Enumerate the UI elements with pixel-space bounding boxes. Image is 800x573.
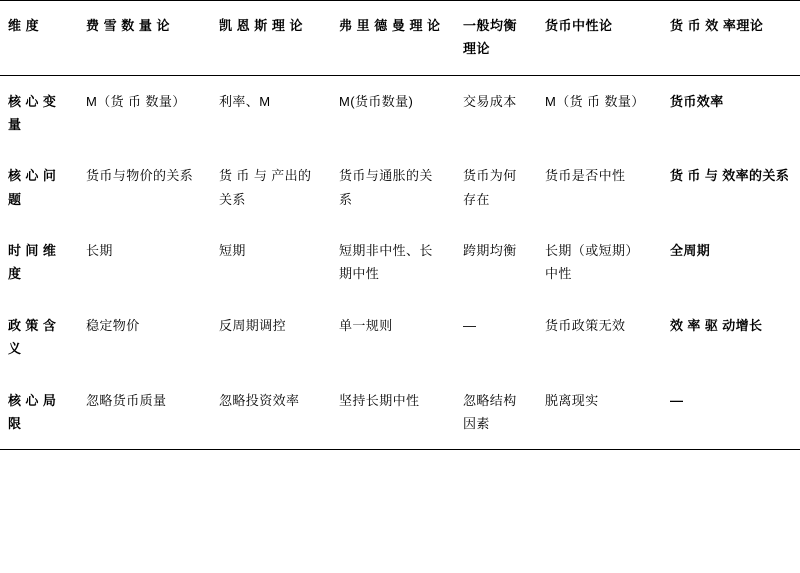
row-header-core-question: 核 心 问题 — [8, 168, 57, 207]
cell-time-dimension-general-equilibrium: 跨期均衡 — [463, 243, 517, 259]
cell-policy-implication-friedman: 单一规则 — [339, 317, 393, 333]
column-header-dimension: 维 度 — [0, 1, 78, 76]
cell-core-limitation-money-efficiency: — — [662, 375, 800, 450]
cell-policy-implication-money-neutrality: 货币政策无效 — [545, 317, 626, 333]
row-header-core-limitation: 核 心 局限 — [0, 375, 78, 450]
cell-core-question-money-neutrality: 货币是否中性 — [545, 168, 626, 184]
cell-core-limitation-friedman: 坚持长期中性 — [331, 375, 455, 450]
table-body — [0, 75, 800, 450]
column-header-fisher: 费 雪 数 量 论 — [78, 1, 211, 76]
cell-policy-implication-general-equilibrium: — — [463, 317, 477, 333]
row-header-policy-implication: 政 策 含义 — [8, 317, 57, 357]
cell-time-dimension-friedman: 短期非中性、长期中性 — [339, 243, 433, 282]
cell-core-question-keynes: 货 币 与 产出的关系 — [219, 168, 312, 207]
cell-core-variable-general-equilibrium: 交易成本 — [463, 93, 517, 109]
cell-core-variable-money-efficiency: 货币效率 — [670, 93, 724, 109]
table-row — [0, 150, 800, 225]
cell-core-limitation-keynes: 忽略投资效率 — [211, 375, 331, 450]
column-header-friedman: 弗 里 德 曼 理 论 — [331, 1, 455, 76]
cell-policy-implication-money-efficiency: 效 率 驱 动增长 — [670, 317, 763, 333]
table-header — [0, 1, 800, 76]
cell-policy-implication-keynes: 反周期调控 — [219, 317, 287, 333]
cell-time-dimension-keynes: 短期 — [219, 243, 246, 259]
cell-time-dimension-fisher: 长期 — [86, 243, 113, 259]
table-row — [0, 75, 800, 150]
column-header-keynes: 凯 恩 斯 理 论 — [211, 1, 331, 76]
table-row — [0, 375, 800, 450]
cell-core-variable-money-neutrality: M（货 币 数量） — [545, 93, 645, 109]
cell-core-question-money-efficiency: 货 币 与 效率的关系 — [670, 168, 790, 184]
table-row — [0, 300, 800, 375]
cell-core-variable-keynes: 利率、M — [219, 93, 271, 109]
cell-core-variable-friedman: M(货币数量) — [339, 93, 414, 109]
row-header-time-dimension: 时 间 维度 — [8, 243, 57, 282]
cell-core-limitation-fisher: 忽略货币质量 — [78, 375, 211, 450]
table-row — [0, 225, 800, 300]
cell-core-variable-fisher: M（货 币 数量） — [86, 93, 186, 109]
table-header-row — [0, 1, 800, 76]
cell-core-question-fisher: 货币与物价的关系 — [86, 168, 194, 184]
column-header-money-neutrality: 货币中性论 — [537, 1, 662, 76]
column-header-money-efficiency: 货 币 效 率理论 — [662, 1, 800, 76]
cell-time-dimension-money-neutrality: 长期（或短期）中性 — [545, 243, 639, 282]
cell-core-limitation-money-neutrality: 脱离现实 — [537, 375, 662, 450]
column-header-general-equilibrium: 一般均衡理论 — [455, 1, 537, 76]
cell-time-dimension-money-efficiency: 全周期 — [670, 243, 711, 259]
cell-core-limitation-general-equilibrium: 忽略结构因素 — [455, 375, 537, 450]
cell-core-question-friedman: 货币与通胀的关系 — [339, 168, 433, 207]
cell-policy-implication-fisher: 稳定物价 — [86, 317, 140, 333]
cell-core-question-general-equilibrium: 货币为何存在 — [463, 168, 517, 207]
row-header-core-variable: 核 心 变量 — [8, 93, 57, 132]
